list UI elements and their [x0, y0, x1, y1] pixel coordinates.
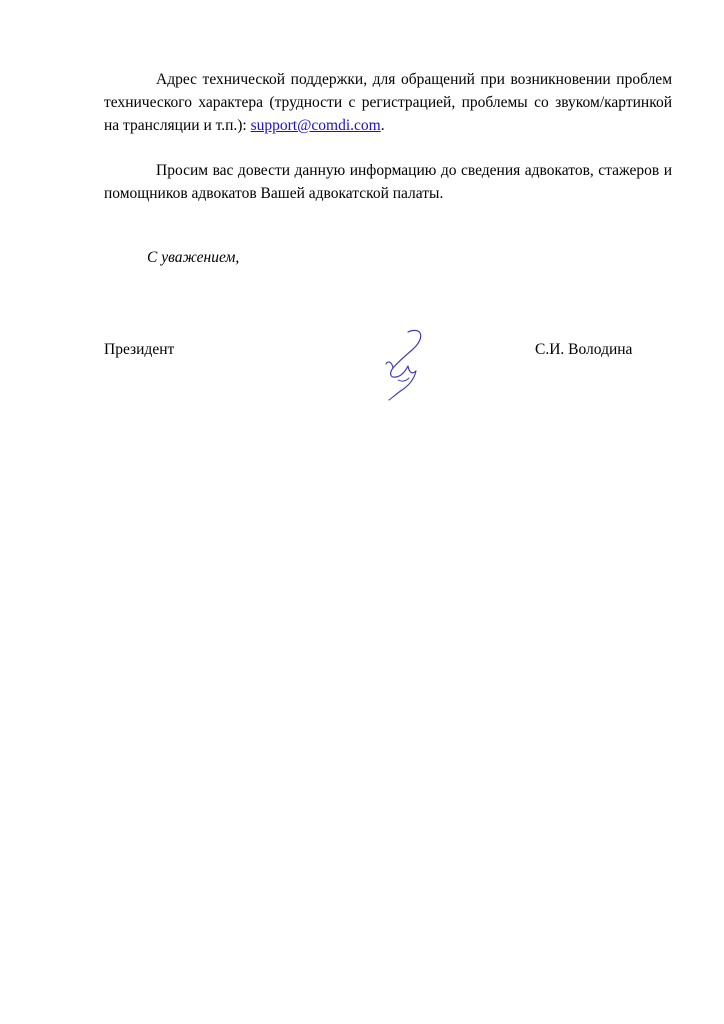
support-email-link[interactable]: support@comdi.com [250, 117, 381, 134]
support-address-text: Адрес технической поддержки, для обращений при возникновении проблем технического характера (трудности с регистрацией, проблемы со звуком/картинкой на трансляции и т.п.): [104, 71, 672, 134]
signature-icon [378, 328, 430, 402]
signatory-title: Президент [104, 341, 175, 358]
signatory-name: С.И. Володина [535, 341, 633, 358]
support-address-end: . [380, 117, 385, 134]
request-paragraph: Просим вас довести данную информацию до сведения адвокатов, стажеров и помощников адвокатов Вашей адвокатской палаты. [104, 162, 672, 202]
support-address-paragraph [104, 68, 672, 137]
closing-phrase: С уважением, [147, 249, 240, 266]
